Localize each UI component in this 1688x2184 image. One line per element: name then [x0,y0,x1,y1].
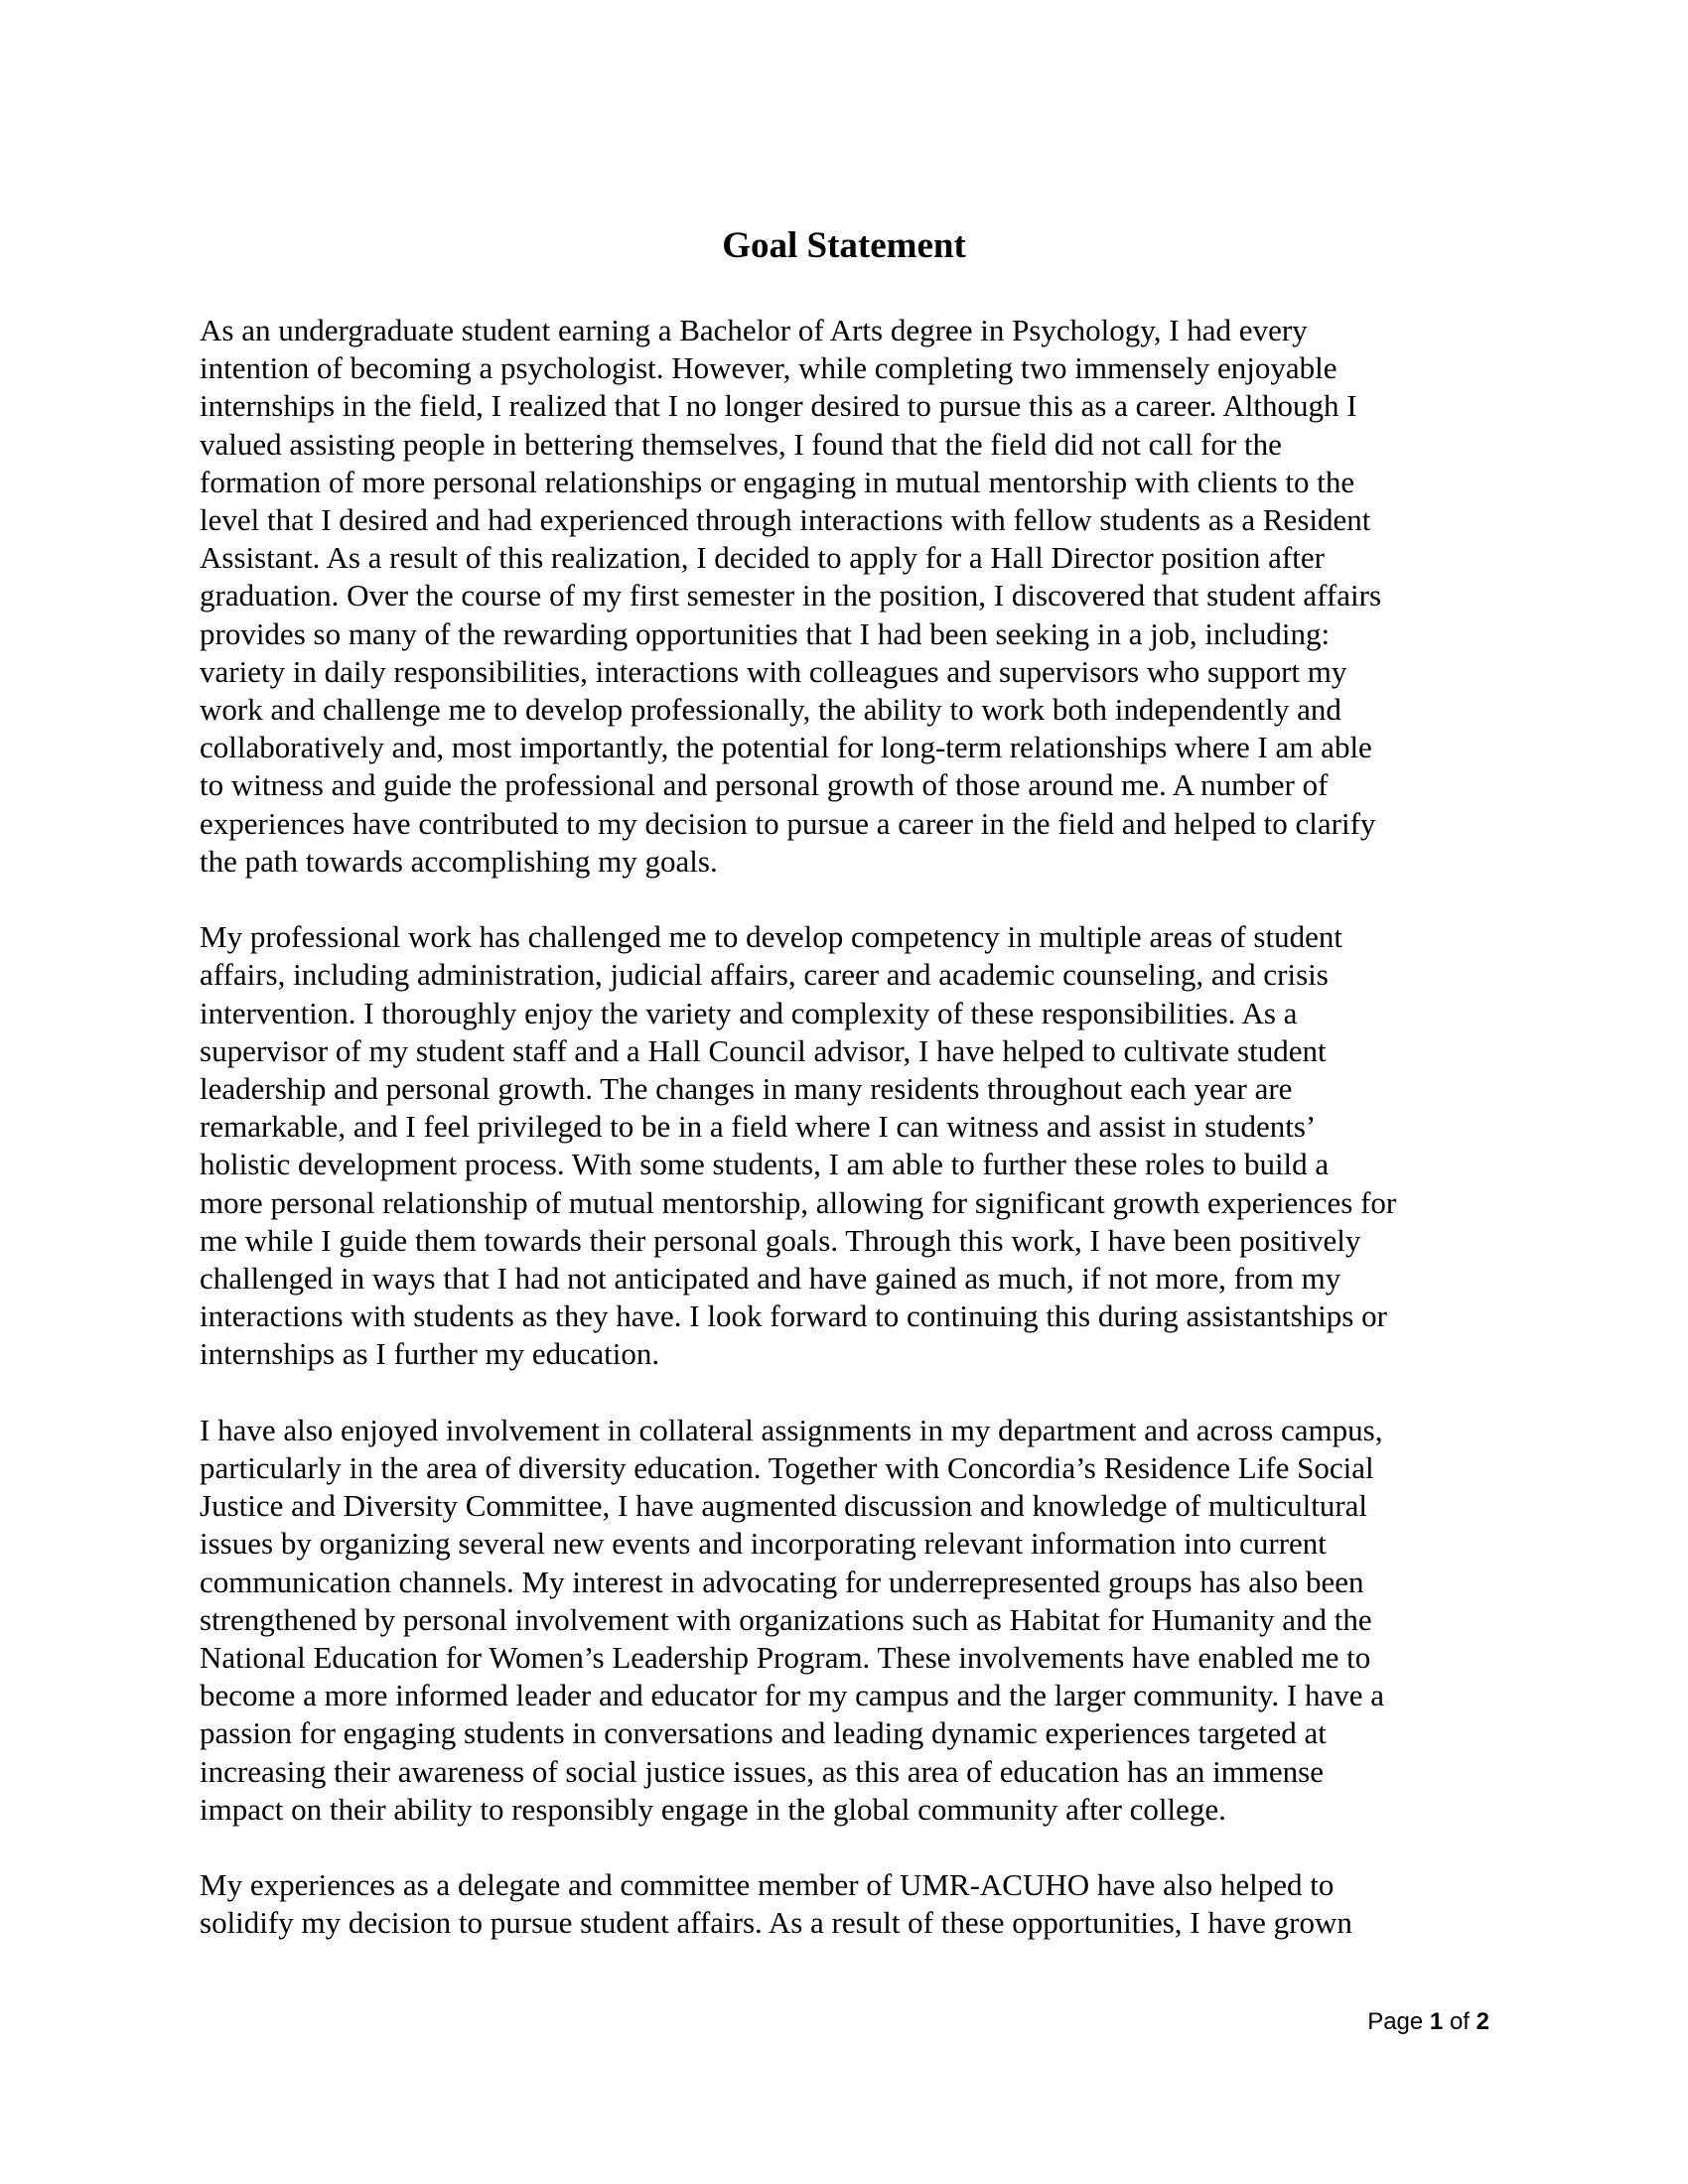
current-page-number: 1 [1429,2008,1444,2035]
document-body [200,312,1500,1980]
page-label: Page [1367,2008,1424,2035]
paragraph-2: My professional work has challenged me to develop competency in multiple areas of student affairs, including administration, judicial affairs, career and academic counseling, and crisis intervention. I thoroughly enjoy the variety and complexity of these responsibilities. As a supervisor of my student staff and a Hall Council advisor, I have helped to cultivate student leadership and personal growth. The changes in many residents throughout each year are remarkable, and I feel privileged to be in a field where I can witness and assist in students’ holistic development process. With some students, I am able to further these roles to build a more personal relationship of mutual mentorship, allowing for significant growth experiences for me while I guide them towards their personal goals. Through this work, I have been positively challenged in ways that I had not anticipated and have gained as much, if not more, from my interactions with students as they have. I look forward to continuing this during assistantships or internships as I further my education. [200,919,1397,1372]
total-pages-number: 2 [1476,2008,1489,2035]
paragraph-3: I have also enjoyed involvement in collateral assignments in my department and across campus, particularly in the area of diversity education. Together with Concordia’s Residence Life Social Justice and Diversity Committee, I have augmented discussion and knowledge of multicultural issues by organizing several new events and incorporating relevant information into current communication channels. My interest in advocating for underrepresented groups has also been strengthened by personal involvement with organizations such as Habitat for Humanity and the National Education for Women’s Leadership Program. These involvements have enabled me to become a more informed leader and educator for my campus and the larger community. I have a passion for engaging students in conversations and leading dynamic experiences targeted at increasing their awareness of social justice issues, as this area of education has an immense impact on their ability to responsibly engage in the global community after college. [200,1412,1385,1827]
page-title: Goal Statement [722,225,966,266]
of-label: of [1449,2008,1470,2035]
paragraph-1: As an undergraduate student earning a Bachelor of Arts degree in Psychology, I had every intention of becoming a psychologist. However, while completing two immensely enjoyable internships in the field, I realized that I no longer desired to pursue this as a career. Although I valued assisting people in bettering themselves, I found that the field did not call for the formation of more personal relationships or engaging in mutual mentorship with clients to the level that I desired and had experienced through interactions with fellow students as a Resident Assistant. As a result of this realization, I decided to apply for a Hall Director position after graduation. Over the course of my first semester in the position, I discovered that student affairs provides so many of the rewarding opportunities that I had been seeking in a job, including: variety in daily responsibilities, interactions with colleagues and supervisors who support my work and challenge me to develop professionally, the ability to work both independently and collaboratively and, most importantly, the potential for long-term relationships where I am able to witness and guide the professional and personal growth of those around me. A number of experiences have contributed to my decision to pursue a career in the field and helped to clarify the path towards accomplishing my goals. [200,313,1382,879]
page-number-footer [1367,2007,1489,2037]
paragraph-4: My experiences as a delegate and committee member of UMR-ACUHO have also helped to solidify my decision to pursue student affairs. As a result of these opportunities, I have grown [200,1867,1352,1941]
